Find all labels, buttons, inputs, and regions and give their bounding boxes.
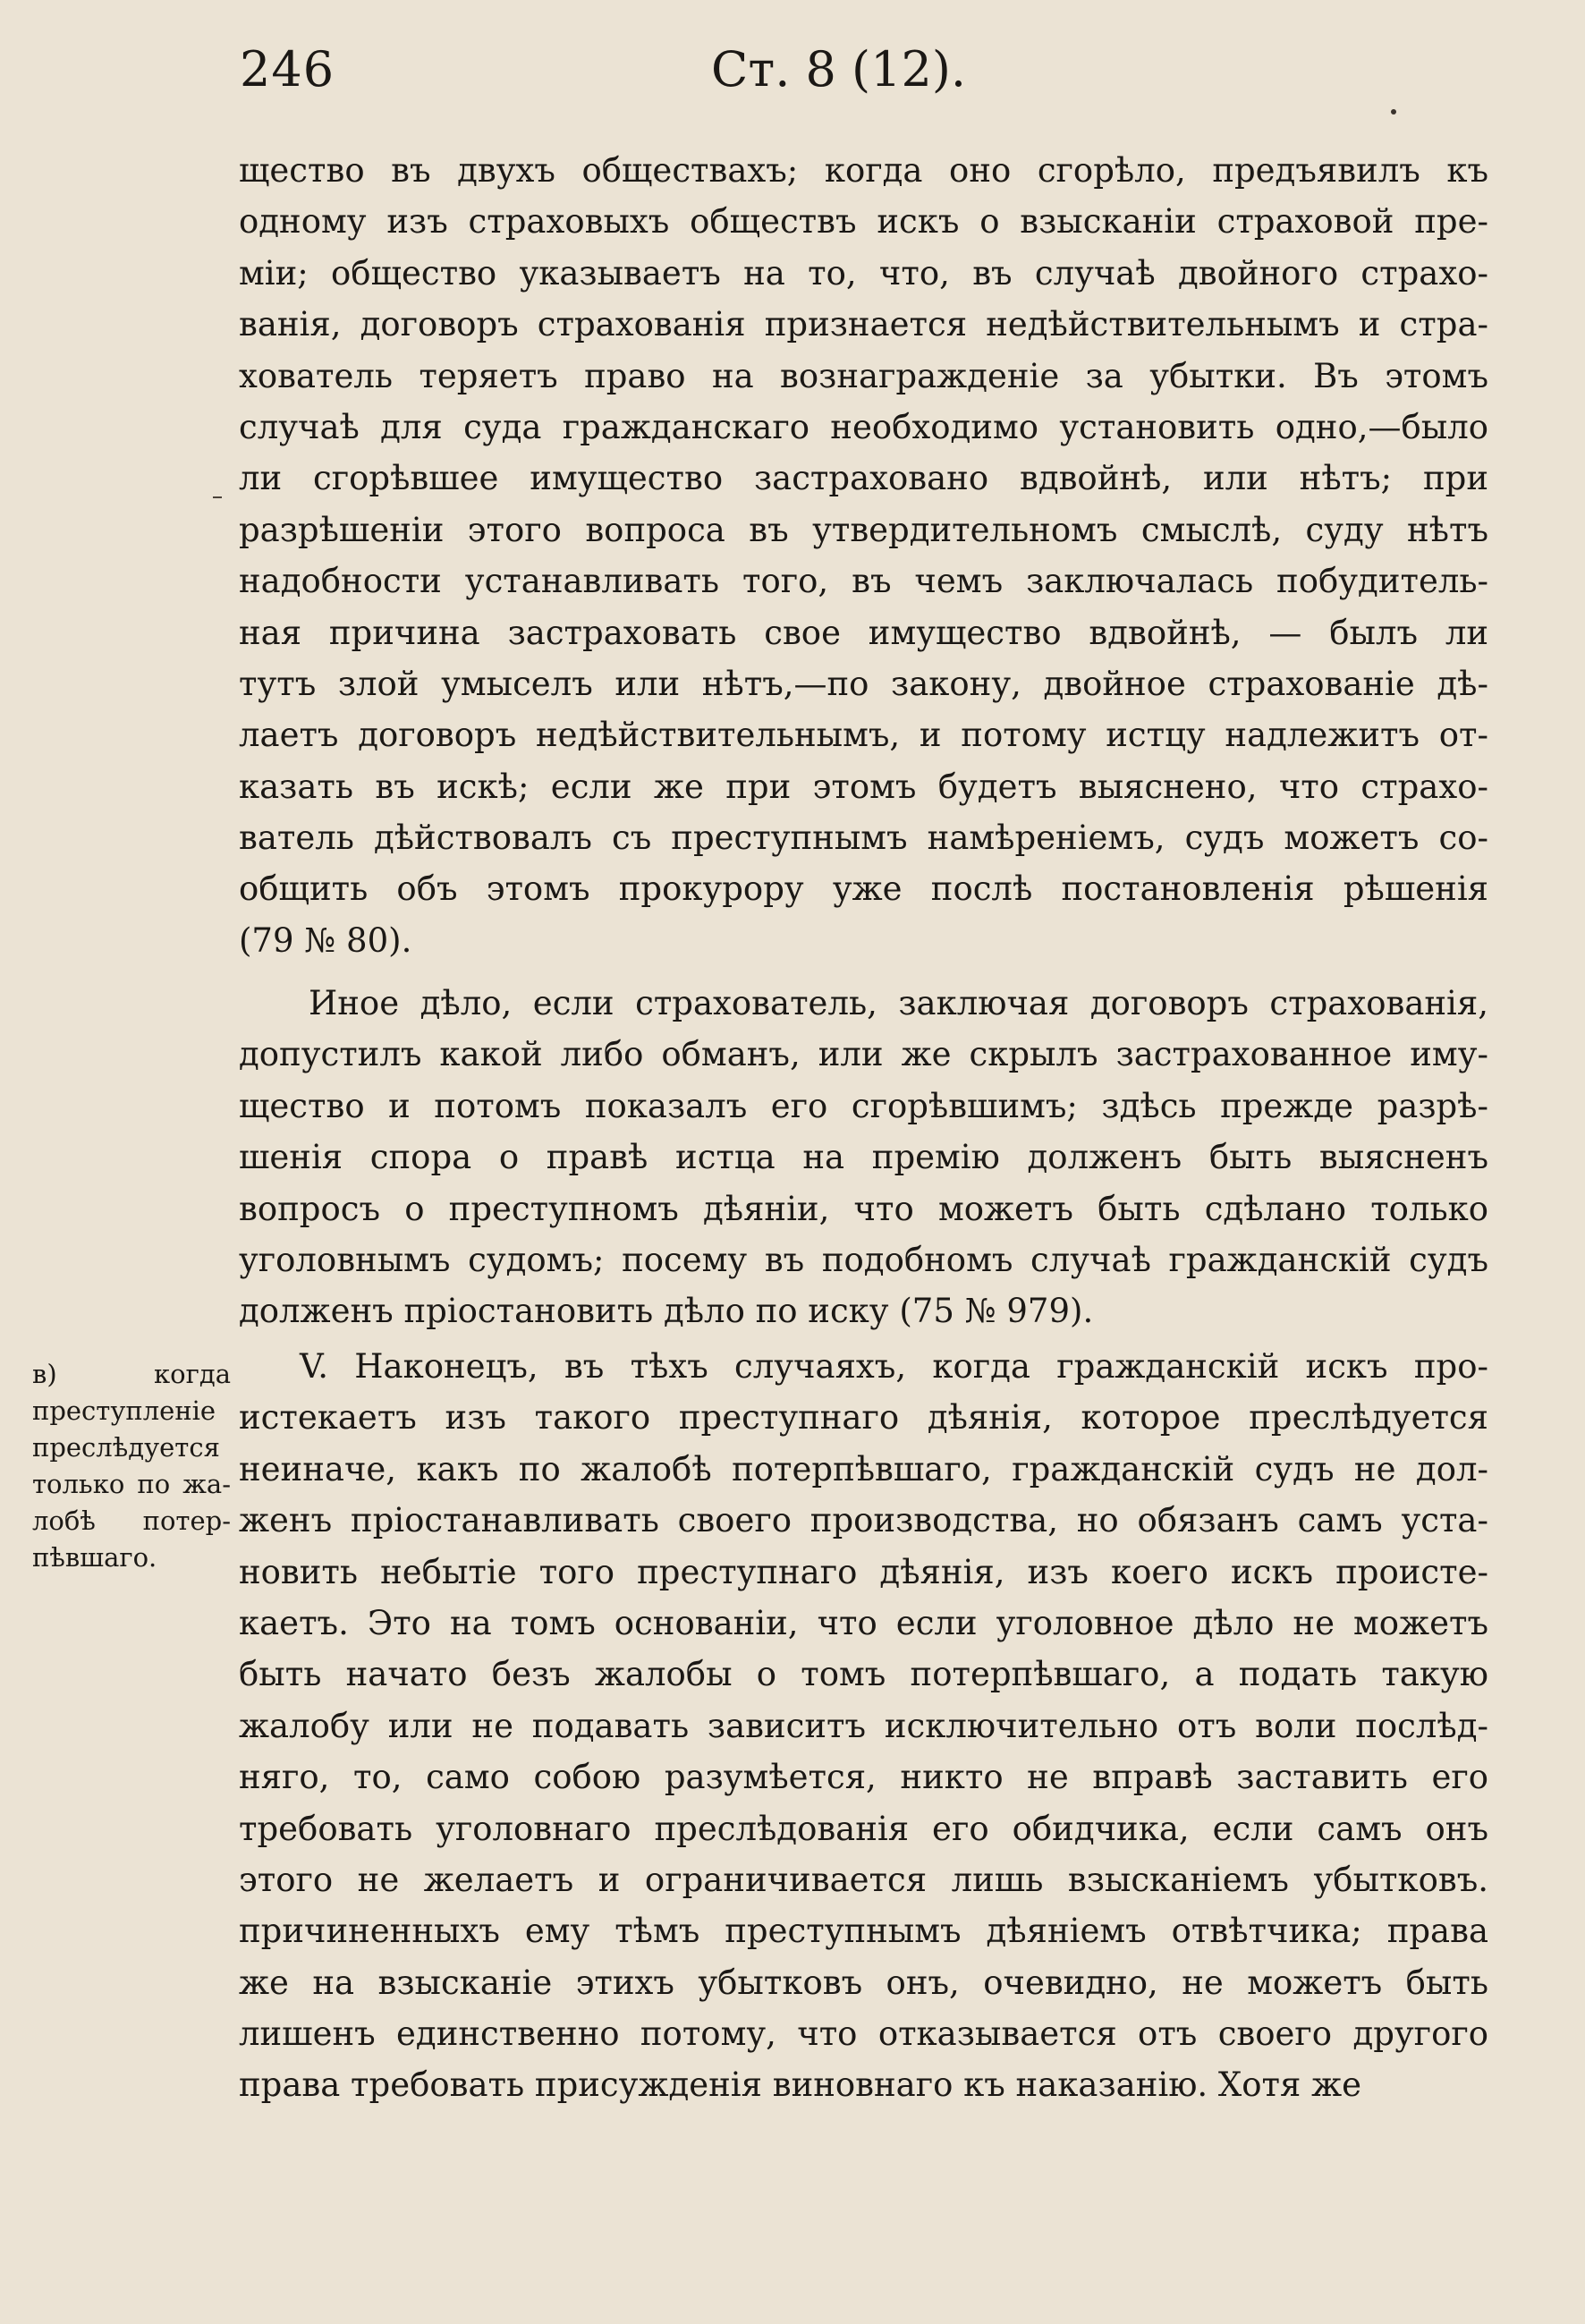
- margin-note-line: только по жа-: [32, 1469, 231, 1499]
- text-line: Иное дѣло, если страхователь, заключая договоръ страхованія,: [309, 984, 1488, 1022]
- text-line: няго, то, само собою разумѣется, никто не вправѣ заставить его: [239, 1758, 1488, 1797]
- running-head: Ст. 8 (12).: [711, 41, 967, 98]
- margin-note-line: в) когда: [32, 1359, 231, 1389]
- text-line: щество въ двухъ обществахъ; когда оно сгорѣло, предъявилъ къ: [239, 151, 1488, 190]
- paragraph-2: [239, 978, 1488, 1337]
- text-line: надобности устанавливать того, въ чемъ заключалась побудитель-: [239, 562, 1488, 601]
- text-line: быть начато безъ жалобы о томъ потерпѣвшаго, а подать такую: [239, 1655, 1488, 1694]
- print-dot: [1391, 109, 1396, 115]
- margin-note-line: преступленіе: [32, 1395, 216, 1426]
- text-line: ванія, договоръ страхованія признается недѣйствительнымъ и стра-: [239, 305, 1488, 344]
- text-line: міи; общество указываетъ на то, что, въ случаѣ двойного страхо-: [239, 253, 1488, 293]
- text-line: жалобу или не подавать зависитъ исключительно отъ воли послѣд-: [239, 1706, 1488, 1745]
- text-line: уголовнымъ судомъ; посему въ подобномъ случаѣ гражданскій судъ: [239, 1240, 1488, 1279]
- margin-note: [32, 1356, 231, 1576]
- text-line: вопросъ о преступномъ дѣяніи, что можетъ быть сдѣлано только: [239, 1189, 1488, 1228]
- text-line: неиначе, какъ по жалобѣ потерпѣвшаго, гражданскій судъ не дол-: [239, 1449, 1488, 1489]
- text-line: лишенъ единственно потому, что отказывается отъ своего другого: [239, 2014, 1488, 2054]
- text-line: же на взысканіе этихъ убытковъ онъ, очевидно, не можетъ быть: [239, 1963, 1488, 2002]
- text-line: тутъ злой умыселъ или нѣтъ,—по закону, двойное страхованіе дѣ-: [239, 664, 1488, 703]
- paragraph-3: [239, 1341, 1488, 2111]
- text-line: разрѣшеніи этого вопроса въ утвердительномъ смыслѣ, суду нѣтъ: [239, 510, 1488, 549]
- margin-note-line: пѣвшаго.: [32, 1542, 157, 1573]
- margin-note-line: лобѣ потер-: [32, 1506, 231, 1536]
- text-line: лаетъ договоръ недѣйствительнымъ, и потому истцу надлежитъ от-: [239, 716, 1488, 755]
- text-line: общить объ этомъ прокурору уже послѣ постановленія рѣшенія: [239, 869, 1488, 909]
- margin-note-line: преслѣдуется: [32, 1432, 220, 1463]
- text-line: ли сгорѣвшее имущество застраховано вдвойнѣ, или нѣтъ; при: [239, 459, 1488, 498]
- text-line: ватель дѣйствовалъ съ преступнымъ намѣреніемъ, судъ можетъ со-: [239, 818, 1488, 858]
- text-line: хователь теряетъ право на вознагражденіе за убытки. Въ этомъ: [239, 356, 1488, 395]
- text-line: каетъ. Это на томъ основаніи, что если уголовное дѣло не можетъ: [239, 1603, 1488, 1642]
- text-line: женъ пріостанавливать своего производства, но обязанъ самъ уста-: [239, 1501, 1488, 1540]
- text-line: этого не желаетъ и ограничивается лишь взысканіемъ убытковъ.: [239, 1860, 1488, 1899]
- text-line: права требовать присужденія виновнаго къ наказанію. Хотя же: [239, 2065, 1362, 2105]
- page-number: 246: [240, 41, 335, 98]
- text-line: долженъ пріостановить дѣло по иску (75 № 979).: [239, 1292, 1094, 1331]
- text-line: казать въ искѣ; если же при этомъ будетъ выяснено, что страхо-: [239, 767, 1488, 806]
- text-line: допустилъ какой либо обманъ, или же скрылъ застрахованное иму-: [239, 1035, 1488, 1074]
- text-line: новить небытіе того преступнаго дѣянія, изъ коего искъ происте-: [239, 1552, 1488, 1591]
- margin-tick-mark: [213, 496, 222, 498]
- text-line: причиненныхъ ему тѣмъ преступнымъ дѣяніемъ отвѣтчика; права: [239, 1912, 1488, 1951]
- text-line: (79 № 80).: [239, 920, 412, 960]
- text-line: истекаетъ изъ такого преступнаго дѣянія, которое преслѣдуется: [239, 1398, 1488, 1438]
- text-line: одному изъ страховыхъ обществъ искъ о взысканіи страховой пре-: [239, 202, 1488, 242]
- text-line: щество и потомъ показалъ его сгорѣвшимъ; здѣсь прежде разрѣ-: [239, 1086, 1488, 1125]
- text-line: требовать уголовнаго преслѣдованія его обидчика, если самъ онъ: [239, 1809, 1488, 1848]
- page-header: [0, 36, 1585, 116]
- text-line: ная причина застраховать свое имущество вдвойнѣ, — былъ ли: [239, 613, 1488, 652]
- text-line: шенія спора о правѣ истца на премію долженъ быть выясненъ: [239, 1138, 1488, 1177]
- text-line: V. Наконецъ, въ тѣхъ случаяхъ, когда гражданскій искъ про-: [300, 1347, 1488, 1386]
- paragraph-1: [239, 145, 1488, 966]
- text-line: случаѣ для суда гражданскаго необходимо установить одно,—было: [239, 407, 1488, 446]
